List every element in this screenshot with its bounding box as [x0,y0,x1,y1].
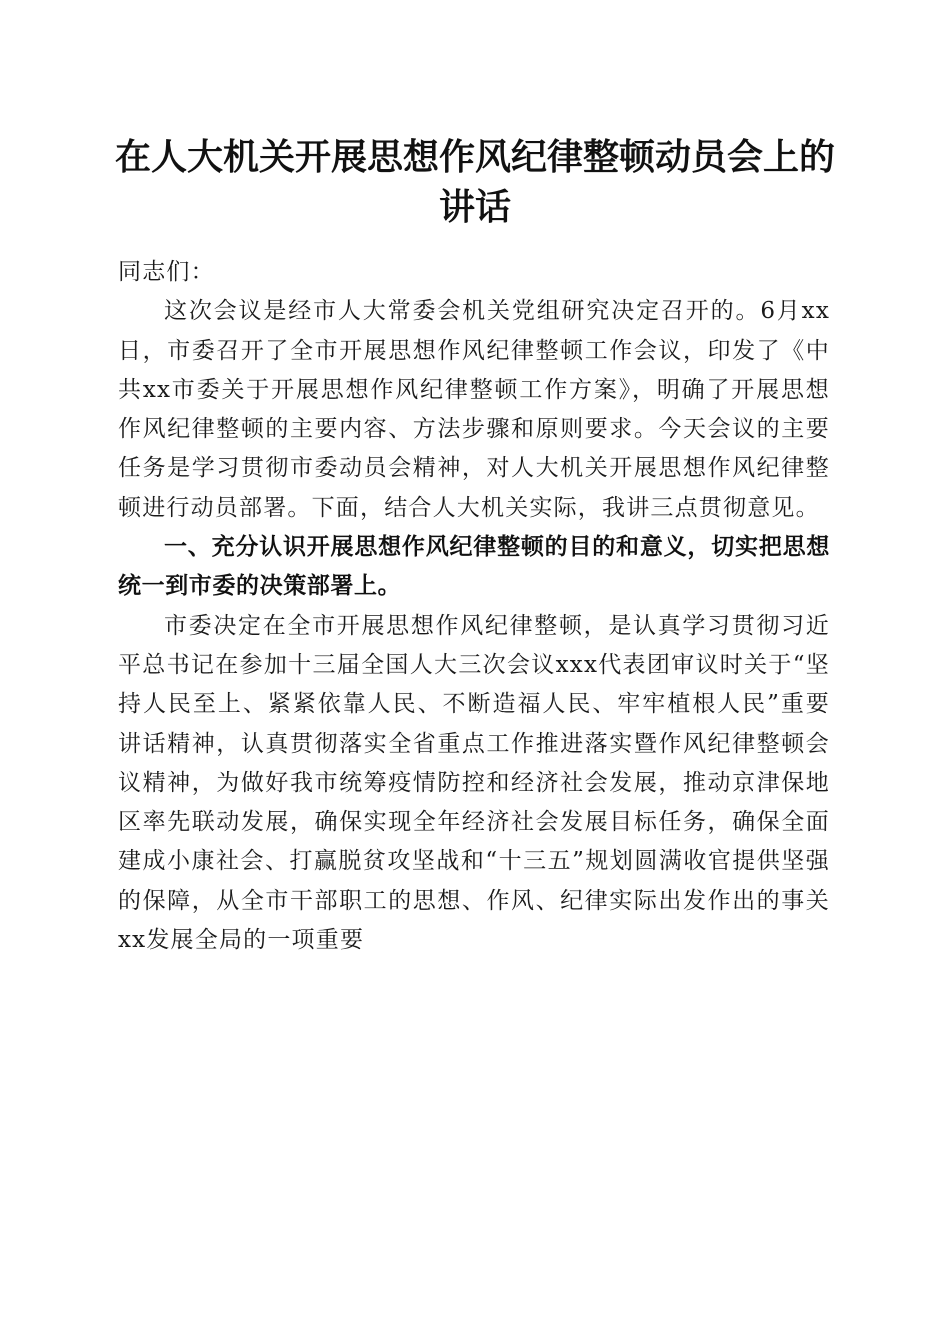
document-title: 在人大机关开展思想作风纪律整顿动员会上的讲话 [114,136,835,228]
document-body [118,253,830,960]
salutation: 同志们： [118,259,215,285]
section-1-paragraph: 市委决定在全市开展思想作风纪律整顿，是认真学习贯彻习近平总书记在参加十三届全国人大三次会议xxx代表团审议时关于“坚持人民至上、紧紧依靠人民、不断造福人民、牢牢植根人民”重要讲话精神，认真贯彻落实全省重点工作推进落实暨作风纪律整顿会议精神，为做好我市统筹疫情防控和经济社会发展，推动京津保地区率先联动发展，确保实现全年经济社会发展目标任务，确保全面建成小康社会、打赢脱贫攻坚战和“十三五”规划圆满收官提供坚强的保障，从全市干部职工的思想、作风、纪律实际出发作出的事关xx发展全局的一项重要 [118,612,830,954]
section-heading-1: 一、充分认识开展思想作风纪律整顿的目的和意义，切实把思想统一到市委的决策部署上。 [118,534,830,600]
intro-paragraph: 这次会议是经市人大常委会机关党组研究决定召开的。6月xx日，市委召开了全市开展思想作风纪律整顿工作会议，印发了《中共xx市委关于开展思想作风纪律整顿工作方案》，明确了开展思想作风纪律整顿的主要内容、方法步骤和原则要求。今天会议的主要任务是学习贯彻市委动员会精神，对人大机关开展思想作风纪律整顿进行动员部署。下面，结合人大机关实际，我讲三点贯彻意见。 [118,298,830,521]
